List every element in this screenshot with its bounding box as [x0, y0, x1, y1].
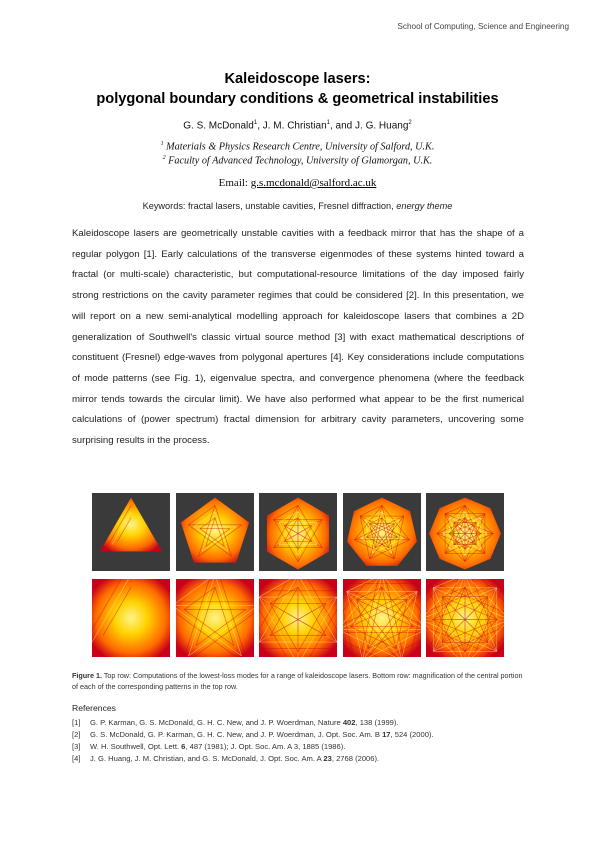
affiliation-text: Faculty of Advanced Technology, University of Glamorgan, U.K. [168, 155, 433, 167]
abstract-text: Kaleidoscope lasers are geometrically unstable cavities with a feedback mirror that has the shape of a regular polygon [1]. Early calculations of the transverse eigenmodes of these systems hinted toward a fractal (or multi-scale) characteristic, but computational-resource limitations of the day imposed fairly strong restrictions on the cavity parameter regimes that could be considered [2]. In this presentation, we will report on a new semi-analytical modelling approach for kaleidoscope lasers that combines a 2D generalization of Southwell's classic virtual source method [3] with exact mathematical descriptions of constituent (Fresnel) edge-waves from polygonal apertures [4]. Key considerations include computations of mode patterns (see Fig. 1), eigenvalue spectra, and convergence phenomena (where the feedback mirror tends towards the circular limit). We have also performed what appear to be the first numerical calculations of (power spectrum) fractal dimension for arbitrary cavity parameters, uncovering some surprising results in the process. [72, 228, 524, 447]
author-name: J. M. Christian [262, 120, 327, 132]
reference-item [72, 717, 532, 729]
author-name: J. G. Huang [355, 120, 409, 132]
figure-caption [72, 670, 524, 692]
top-row-pattern-5-sided [176, 493, 254, 571]
author-affil: 1 [253, 120, 258, 126]
reference-text: G. S. McDonald, G. P. Karman, G. H. C. New, and J. P. Woerdman, J. Opt. Soc. Am. B 17, 524 (2000). [90, 730, 434, 739]
bottom-row-pattern-8-sided [426, 579, 504, 657]
keywords-label: Keywords: fractal lasers, unstable cavities, Fresnel diffraction, [142, 201, 397, 211]
reference-number: [3] [72, 742, 81, 751]
affiliation-2 [0, 155, 595, 166]
top-row-pattern-8-sided [426, 493, 504, 571]
bottom-row-pattern-7-sided [343, 579, 421, 657]
paper-title-line-1: Kaleidoscope lasers: [224, 71, 371, 87]
reference-number: [4] [72, 754, 81, 763]
email-label: Email: [218, 177, 251, 189]
top-row-pattern-3-sided [92, 493, 170, 571]
reference-item [72, 753, 532, 765]
reference-list [72, 717, 532, 765]
affiliation-text: Materials & Physics Research Centre, University of Salford, U.K. [166, 141, 435, 153]
email-line [0, 177, 595, 189]
reference-item [72, 729, 532, 741]
bottom-row-pattern-3-sided [92, 579, 170, 657]
affiliation-number: 1 [160, 141, 164, 147]
author-list [0, 120, 595, 131]
figure-1-mode-patterns [92, 493, 504, 660]
author-separator: , [257, 120, 263, 132]
reference-text: G. P. Karman, G. S. McDonald, G. H. C. New, and J. P. Woerdman, Nature 402, 138 (1999). [90, 718, 399, 727]
top-row-pattern-6-sided [259, 493, 337, 571]
author-affil: 2 [408, 120, 412, 126]
email-link[interactable]: g.s.mcdonald@salford.ac.uk [250, 177, 377, 189]
author-affil: 1 [326, 120, 330, 126]
caption-label: Figure 1. [72, 671, 102, 680]
bottom-row-pattern-5-sided [176, 579, 254, 657]
keywords-theme: energy theme [396, 201, 453, 211]
caption-text: Top row: Computations of the lowest-loss modes for a range of kaleidoscope lasers. Bottom row: magnification of the central portion of each of the corresponding patterns in the top row. [72, 671, 523, 691]
paper-title-line-2: polygonal boundary conditions & geometrical instabilities [96, 91, 499, 107]
reference-number: [2] [72, 730, 81, 739]
reference-number: [1] [72, 718, 81, 727]
institution-header: School of Computing, Science and Engineering [397, 22, 569, 31]
affiliation-number: 2 [162, 155, 166, 161]
bottom-row-pattern-6-sided [259, 579, 337, 657]
reference-item [72, 741, 532, 753]
keywords [0, 201, 595, 211]
reference-text: W. H. Southwell, Opt. Lett. 6, 487 (1981); J. Opt. Soc. Am. A 3, 1885 (1986). [90, 742, 346, 751]
author-name: G. S. McDonald [183, 120, 254, 132]
affiliation-1 [0, 141, 595, 152]
author-separator: , and [330, 120, 356, 132]
top-row-pattern-7-sided [343, 493, 421, 571]
references-heading: References [72, 703, 116, 713]
reference-text: J. G. Huang, J. M. Christian, and G. S. McDonald, J. Opt. Soc. Am. A 23, 2768 (2006). [90, 754, 380, 763]
